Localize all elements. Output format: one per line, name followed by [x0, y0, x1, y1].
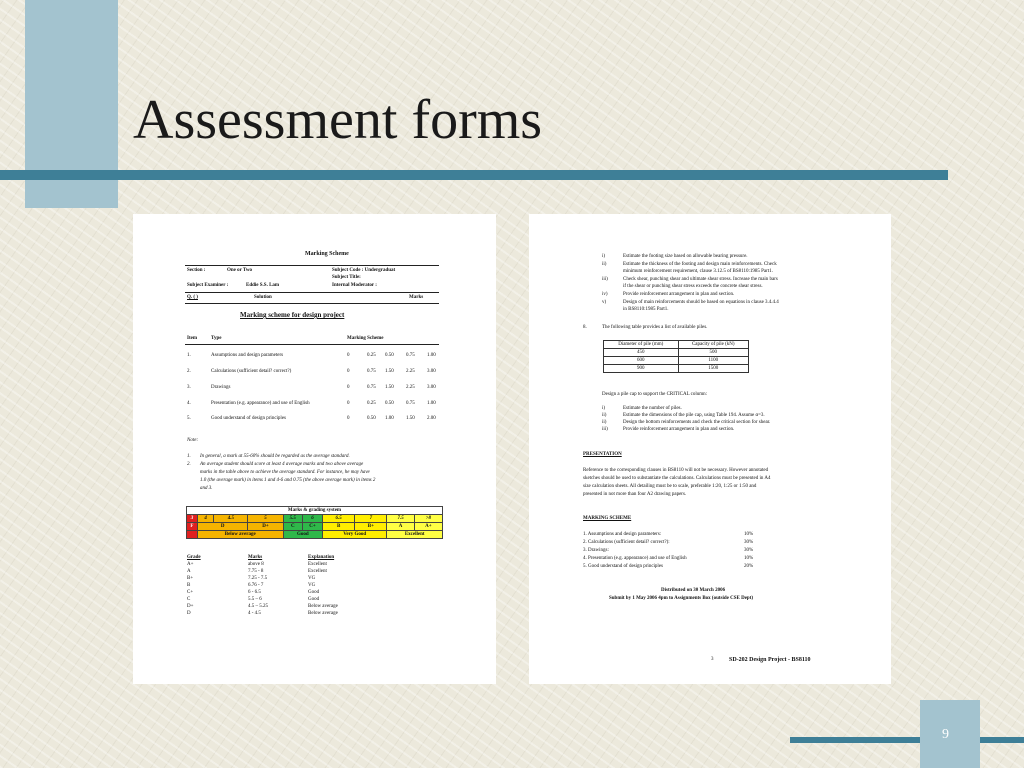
row-item: 3.: [187, 385, 191, 390]
explanation-header: Explanation: [308, 555, 335, 560]
pilecap-num: iii): [602, 427, 608, 432]
scheme-weight: 30%: [744, 548, 754, 553]
grade-marks: 7.25 - 7.5: [248, 576, 268, 581]
note-text: In general, a mark at 55-60% should be regarded as the average standard.: [200, 454, 350, 459]
grading-table: [186, 506, 443, 539]
row-value: 3.00: [427, 369, 436, 374]
grade-header: Grade: [187, 555, 201, 560]
divider: [185, 292, 439, 293]
col-item: Item: [187, 336, 197, 341]
row-item: 4.: [187, 401, 191, 406]
scheme-weight: 30%: [744, 540, 754, 545]
mark-cell: 7.5: [387, 515, 414, 523]
footer-page-number: 3: [711, 657, 714, 662]
presentation-text: size calculation sheets. All detailing must be to scale, preferable 1:20, 1:25 or 1:50 and: [583, 484, 757, 489]
note-text: An average student should score at least 4 average marks and two above average: [200, 462, 364, 467]
row-value: 1.00: [385, 416, 394, 421]
bottom-accent-band: [790, 737, 1024, 743]
row-item: 1.: [187, 353, 191, 358]
marks-label: Marks: [409, 295, 424, 300]
row-type: Assumptions and design parameters: [211, 353, 284, 358]
marking-scheme-heading: MARKING SCHEME: [583, 516, 632, 521]
grade-explanation: Excellent: [308, 562, 327, 567]
pile-table: [603, 340, 749, 373]
mark-cell: 3: [187, 515, 198, 523]
grade-explanation: Good: [308, 590, 320, 595]
grade-cell: C+: [303, 523, 323, 531]
pilecap-num: i): [602, 406, 606, 411]
task-text: minimum reinforcement requirement, clause 3.12.5 of BS8110:1985 Part1.: [623, 269, 773, 274]
grade-explanation: Excellent: [308, 569, 327, 574]
task-num: ii): [602, 262, 607, 267]
mark-cell: 5: [248, 515, 283, 523]
scheme-title: Marking scheme for design project: [240, 311, 345, 319]
row-value: 0.75: [367, 369, 376, 374]
task-text: Check shear, punching shear and ultimate shear stress. Increase the main bars: [623, 277, 778, 282]
pile-diameter: 450: [604, 349, 679, 357]
note-label: Note:: [187, 438, 199, 443]
grading-title: Marks & grading system: [187, 507, 443, 515]
slide-number-block: [920, 700, 980, 768]
task-num: iii): [602, 277, 608, 282]
task-text: Provide reinforcement arrangement in plan and section.: [623, 292, 735, 297]
row-value: 0.75: [367, 385, 376, 390]
pilecap-intro: Design a pile cap to support the CRITICAL column:: [602, 392, 708, 397]
col-type: Type: [211, 336, 222, 341]
task-text: Estimate the thickness of the footing and design main reinforcements. Check: [623, 262, 777, 267]
section-label: Section :: [187, 268, 206, 273]
distributed-date: Distributed on 30 March 2006: [661, 588, 726, 593]
divider: [185, 344, 439, 345]
row-value: 1.50: [385, 385, 394, 390]
grade: B: [187, 583, 191, 588]
grade-cell: B: [323, 523, 355, 531]
project-brief-page: [529, 214, 891, 684]
marking-scheme-page: [133, 214, 496, 684]
task-text: Design of main reinforcements should be based on equations in clause 3.4.4.4: [623, 300, 779, 305]
examiner-value: Eddie S.S. Lam: [246, 283, 280, 288]
row-value: 0.25: [367, 401, 376, 406]
pilecap-text: Estimate the number of piles.: [623, 406, 682, 411]
scheme-item: 2. Calculations (sufficient detail? correct?):: [583, 540, 670, 545]
subject-title: Subject Title:: [332, 275, 361, 280]
row-value: 0: [347, 416, 350, 421]
row-type: Drawings: [211, 385, 231, 390]
grade-explanation: VG: [308, 583, 316, 588]
pilecap-num: ii): [602, 413, 607, 418]
grade-marks: above 8: [248, 562, 264, 567]
title-underline-band: [0, 170, 948, 180]
row-value: 3.00: [427, 385, 436, 390]
pile-diameter: 600: [604, 357, 679, 365]
solution-label: Solution: [254, 295, 272, 300]
mark-cell: 6.5: [323, 515, 355, 523]
mark-cell: 6: [303, 515, 323, 523]
grade-cell: B+: [355, 523, 387, 531]
scheme-item: 1. Assumptions and design parameters:: [583, 532, 662, 537]
scheme-item: 4. Presentation (e.g. appearance) and use of English: [583, 556, 687, 561]
task-text: in BS8110:1985 Part1.: [623, 307, 669, 312]
pile-capacity: 1500: [678, 365, 748, 373]
scheme-item: 5. Good understand of design principles: [583, 564, 663, 569]
row-value: 2.25: [406, 385, 415, 390]
grade: B+: [187, 576, 194, 581]
row-value: 0: [347, 353, 350, 358]
pilecap-text: Provide reinforcement arrangement in plan and section.: [623, 427, 735, 432]
task-num: iv): [602, 292, 608, 297]
subject-code: Subject Code : Undergraduat: [332, 268, 396, 273]
grade: D: [187, 611, 191, 616]
task-text: if the shear or punching shear stress exceeds the concrete shear stress.: [623, 284, 763, 289]
note-number: 2.: [187, 462, 191, 467]
pile-header: Capacity of pile (kN): [678, 341, 748, 349]
grade-cell: A: [387, 523, 414, 531]
pile-header: Diameter of pile (mm): [604, 341, 679, 349]
grade: C: [187, 597, 191, 602]
grade-marks: 6 - 6.5: [248, 590, 261, 595]
grade-cell: F: [187, 523, 198, 531]
row-item: 5.: [187, 416, 191, 421]
row-value: 1.00: [427, 353, 436, 358]
grade-marks: 7.75 - 8: [248, 569, 264, 574]
pilecap-text: Design the bottom reinforcements and check the critical section for shear.: [623, 420, 771, 425]
task-num: v): [602, 300, 607, 305]
scheme-weight: 20%: [744, 564, 754, 569]
pilecap-text: Estimate the dimensions of the pile cap, using Table 194. Assume α=3.: [623, 413, 765, 418]
scheme-weight: 10%: [744, 556, 754, 561]
row-value: 0.75: [406, 401, 415, 406]
divider: [185, 265, 439, 266]
mark-cell: 4: [197, 515, 213, 523]
row-value: 1.50: [385, 369, 394, 374]
task-text: Estimate the footing size based on allowable bearing pressure.: [623, 254, 748, 259]
note-text: and 3.: [200, 486, 213, 491]
row-value: 0.75: [406, 353, 415, 358]
band-cell: Good: [283, 531, 322, 539]
row-value: 0.50: [385, 353, 394, 358]
question-label: Q. ( ): [187, 295, 198, 300]
note-number: 1.: [187, 454, 191, 459]
grade-cell: A+: [414, 523, 442, 531]
row-value: 1.00: [427, 401, 436, 406]
grade-cell: D+: [248, 523, 283, 531]
grade: C+: [187, 590, 194, 595]
row-value: 2.00: [427, 416, 436, 421]
grade-marks: 4 - 4.5: [248, 611, 261, 616]
col-marking-scheme: Marking Scheme: [347, 336, 384, 341]
grade: A: [187, 569, 191, 574]
presentation-heading: PRESENTATION: [583, 452, 622, 457]
grade-cell: C: [283, 523, 302, 531]
row-value: 0: [347, 369, 350, 374]
row-value: 0: [347, 401, 350, 406]
task-num: i): [602, 254, 606, 259]
submission-deadline: Submit by 1 May 2006 4pm to Assignments Box (outside CSE Dept): [609, 596, 754, 601]
divider: [185, 303, 439, 304]
marks-header: Marks: [248, 555, 263, 560]
mark-cell: >8: [414, 515, 442, 523]
grade: A+: [187, 562, 194, 567]
grade-marks: 5.5 – 6: [248, 597, 262, 602]
mark-cell: 7: [355, 515, 387, 523]
grade-explanation: Good: [308, 597, 320, 602]
band-cell: Very Good: [323, 531, 387, 539]
pile-capacity: 1100: [678, 357, 748, 365]
pilecap-num: ii): [602, 420, 607, 425]
row-type: Presentation (e.g. appearance) and use of English: [211, 401, 310, 406]
grade-explanation: VG: [308, 576, 316, 581]
slide-title: Assessment forms: [133, 89, 543, 151]
row-value: 2.25: [406, 369, 415, 374]
grade-marks: 4.5 – 5.25: [248, 604, 268, 609]
row-type: Calculations (sufficient detail? correct?): [211, 369, 292, 374]
band-cell-empty: [187, 531, 198, 539]
grade-marks: 6.76 - 7: [248, 583, 264, 588]
band-cell: Excellent: [387, 531, 443, 539]
section-value: One or Two: [227, 268, 253, 273]
slide-number: 9: [942, 727, 949, 742]
grade-explanation: Below average: [308, 611, 338, 616]
moderator-label: Internal Moderator :: [332, 283, 377, 288]
row-value: 1.50: [406, 416, 415, 421]
mark-cell: 5.5: [283, 515, 302, 523]
row-type: Good understand of design principles: [211, 416, 286, 421]
examiner-label: Subject Examiner :: [187, 283, 229, 288]
scheme-item: 3. Drawings:: [583, 548, 609, 553]
footer-title: SD-202 Design Project - BS8110: [729, 657, 811, 663]
note-text: marks in the table above to achieve the average standard. For instance, he may have: [200, 470, 370, 475]
item8-text: The following table provides a list of available piles.: [602, 325, 708, 330]
presentation-text: sketches should be used to substantiate the calculations. Calculations must be presented in A4: [583, 476, 771, 481]
row-value: 0: [347, 385, 350, 390]
item8-num: 8.: [583, 325, 587, 330]
mark-cell: 4.5: [214, 515, 248, 523]
note-text: 1.0 (the average mark) in items 1 and 4-6 and 0.75 (the above average mark) in items 2: [200, 478, 376, 483]
grade-cell: D: [197, 523, 248, 531]
row-value: 0.50: [367, 416, 376, 421]
presentation-text: presented in not more than four A2 drawing papers.: [583, 492, 687, 497]
scheme-weight: 10%: [744, 532, 754, 537]
row-value: 0.50: [385, 401, 394, 406]
pile-diameter: 900: [604, 365, 679, 373]
pile-capacity: 500: [678, 349, 748, 357]
presentation-text: Reference to the corresponding clauses in BS8110 will not be necessary. However annotated: [583, 468, 769, 473]
grade-explanation: Below average: [308, 604, 338, 609]
grade: D+: [187, 604, 194, 609]
row-item: 2.: [187, 369, 191, 374]
row-value: 0.25: [367, 353, 376, 358]
band-cell: Below average: [197, 531, 283, 539]
page-heading: Marking Scheme: [305, 251, 349, 257]
